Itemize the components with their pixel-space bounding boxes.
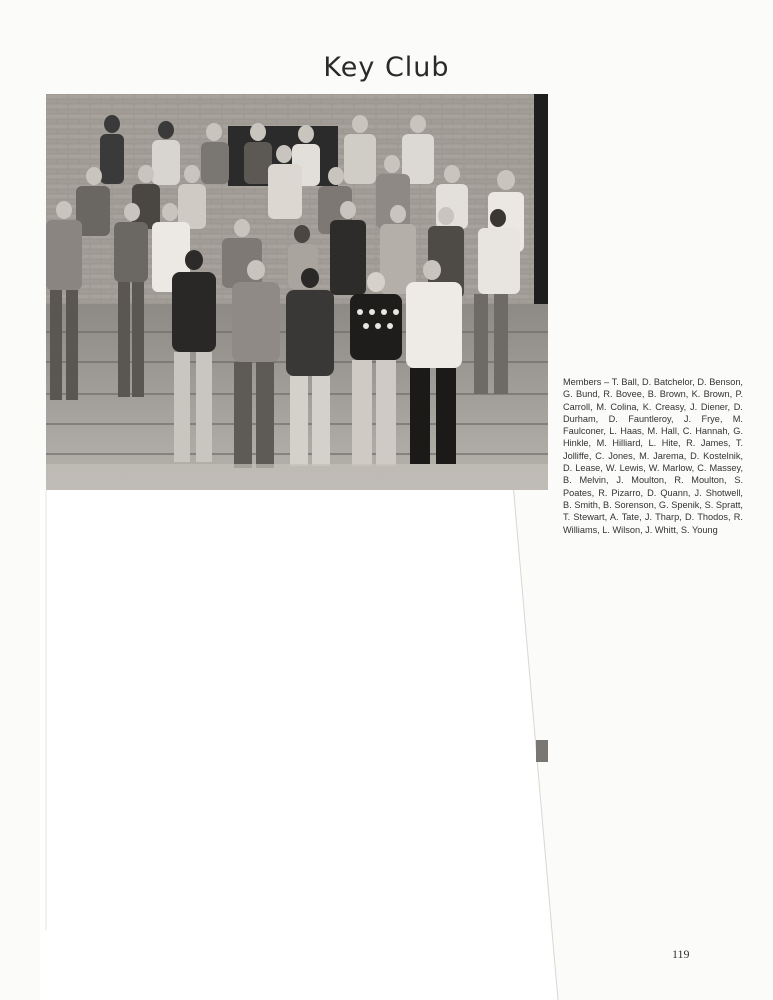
blank-paper-overlay [40, 490, 560, 1000]
member-caption: Members – T. Ball, D. Batchelor, D. Benson, G. Bund, R. Bovee, B. Brown, K. Brown, P. Carroll, M. Colina, K. Creasy, J. Diener, D. Durham, D. Fauntleroy, J. Frye, M. Faulconer, L. Haas, M. Hall, C. Hannah, G. Hinkle, M. Hilliard, L. Hite, R. James, T. Jolliffe, C. Jones, M. Jarema, D. Kostelnik, D. Lease, W. Lewis, W. Marlow, C. Massey, B. Melvin, J. Moulton, R. Moulton, S. Poates, R. Pizarro, D. Quann, J. Shotwell, B. Smith, B. Sorenson, G. Spenik, S. Spratt, T. Stewart, A. Tate, J. Tharp, D. Thodos, R. Williams, L. Wilson, J. Whitt, S. Young [563, 377, 743, 535]
page-title: Key Club [323, 52, 450, 83]
page-number: 119 [672, 947, 690, 961]
group-photo [46, 94, 548, 490]
